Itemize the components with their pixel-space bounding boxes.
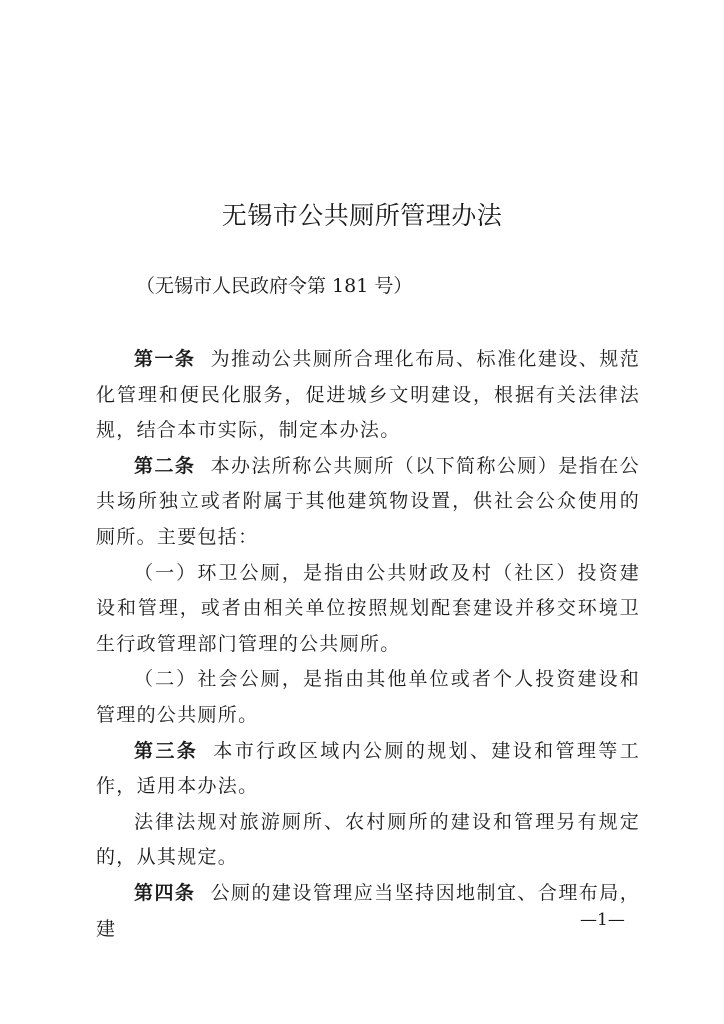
article-heading: 第二条 (134, 454, 196, 477)
document-body (96, 342, 640, 947)
paragraph-text: （二）社会公厕，是指由其他单位或者个人投资建设和管理的公共厕所。 (96, 668, 640, 726)
paragraph-text: 法律法规对旅游厕所、农村厕所的建设和管理另有规定的，从其规定。 (96, 810, 640, 869)
article-heading: 第三条 (134, 739, 199, 762)
paragraph-article-3-note (96, 805, 640, 876)
paragraph-text: （一）环卫公厕，是指由公共财政及村（社区）投资建设和管理，或者由相关单位按照规划配套建设并移交环境卫生行政管理部门管理的公共厕所。 (96, 561, 640, 655)
paragraph-text: 公厕的建设管理应当坚持因地制宜、合理布局，建 (96, 881, 640, 940)
article-heading: 第四条 (134, 881, 196, 904)
paragraph-text: 本市行政区域内公厕的规划、建设和管理等工作，适用本办法。 (96, 739, 640, 798)
paragraph-item-2 (96, 662, 640, 733)
paragraph-article-2 (96, 449, 640, 556)
paragraph-article-3 (96, 734, 640, 805)
paragraph-article-1 (96, 342, 640, 449)
paragraph-text: 本办法所称公共厕所（以下简称公厕）是指在公共场所独立或者附属于其他建筑物设置，供社会公众使用的厕所。主要包括： (96, 454, 640, 548)
paragraph-article-4 (96, 876, 640, 947)
document-title: 无锡市公共厕所管理办法 (221, 201, 503, 230)
paragraph-text: 为推动公共厕所合理化布局、标准化建设、规范化管理和便民化服务，促进城乡文明建设，根据有关法律法规，结合本市实际，制定本办法。 (96, 348, 640, 442)
article-heading: 第一条 (134, 348, 196, 370)
decree-number: （无锡市人民政府令第 181 号） (136, 275, 413, 297)
page-number: —1— (580, 910, 625, 930)
paragraph-item-1 (96, 556, 640, 663)
